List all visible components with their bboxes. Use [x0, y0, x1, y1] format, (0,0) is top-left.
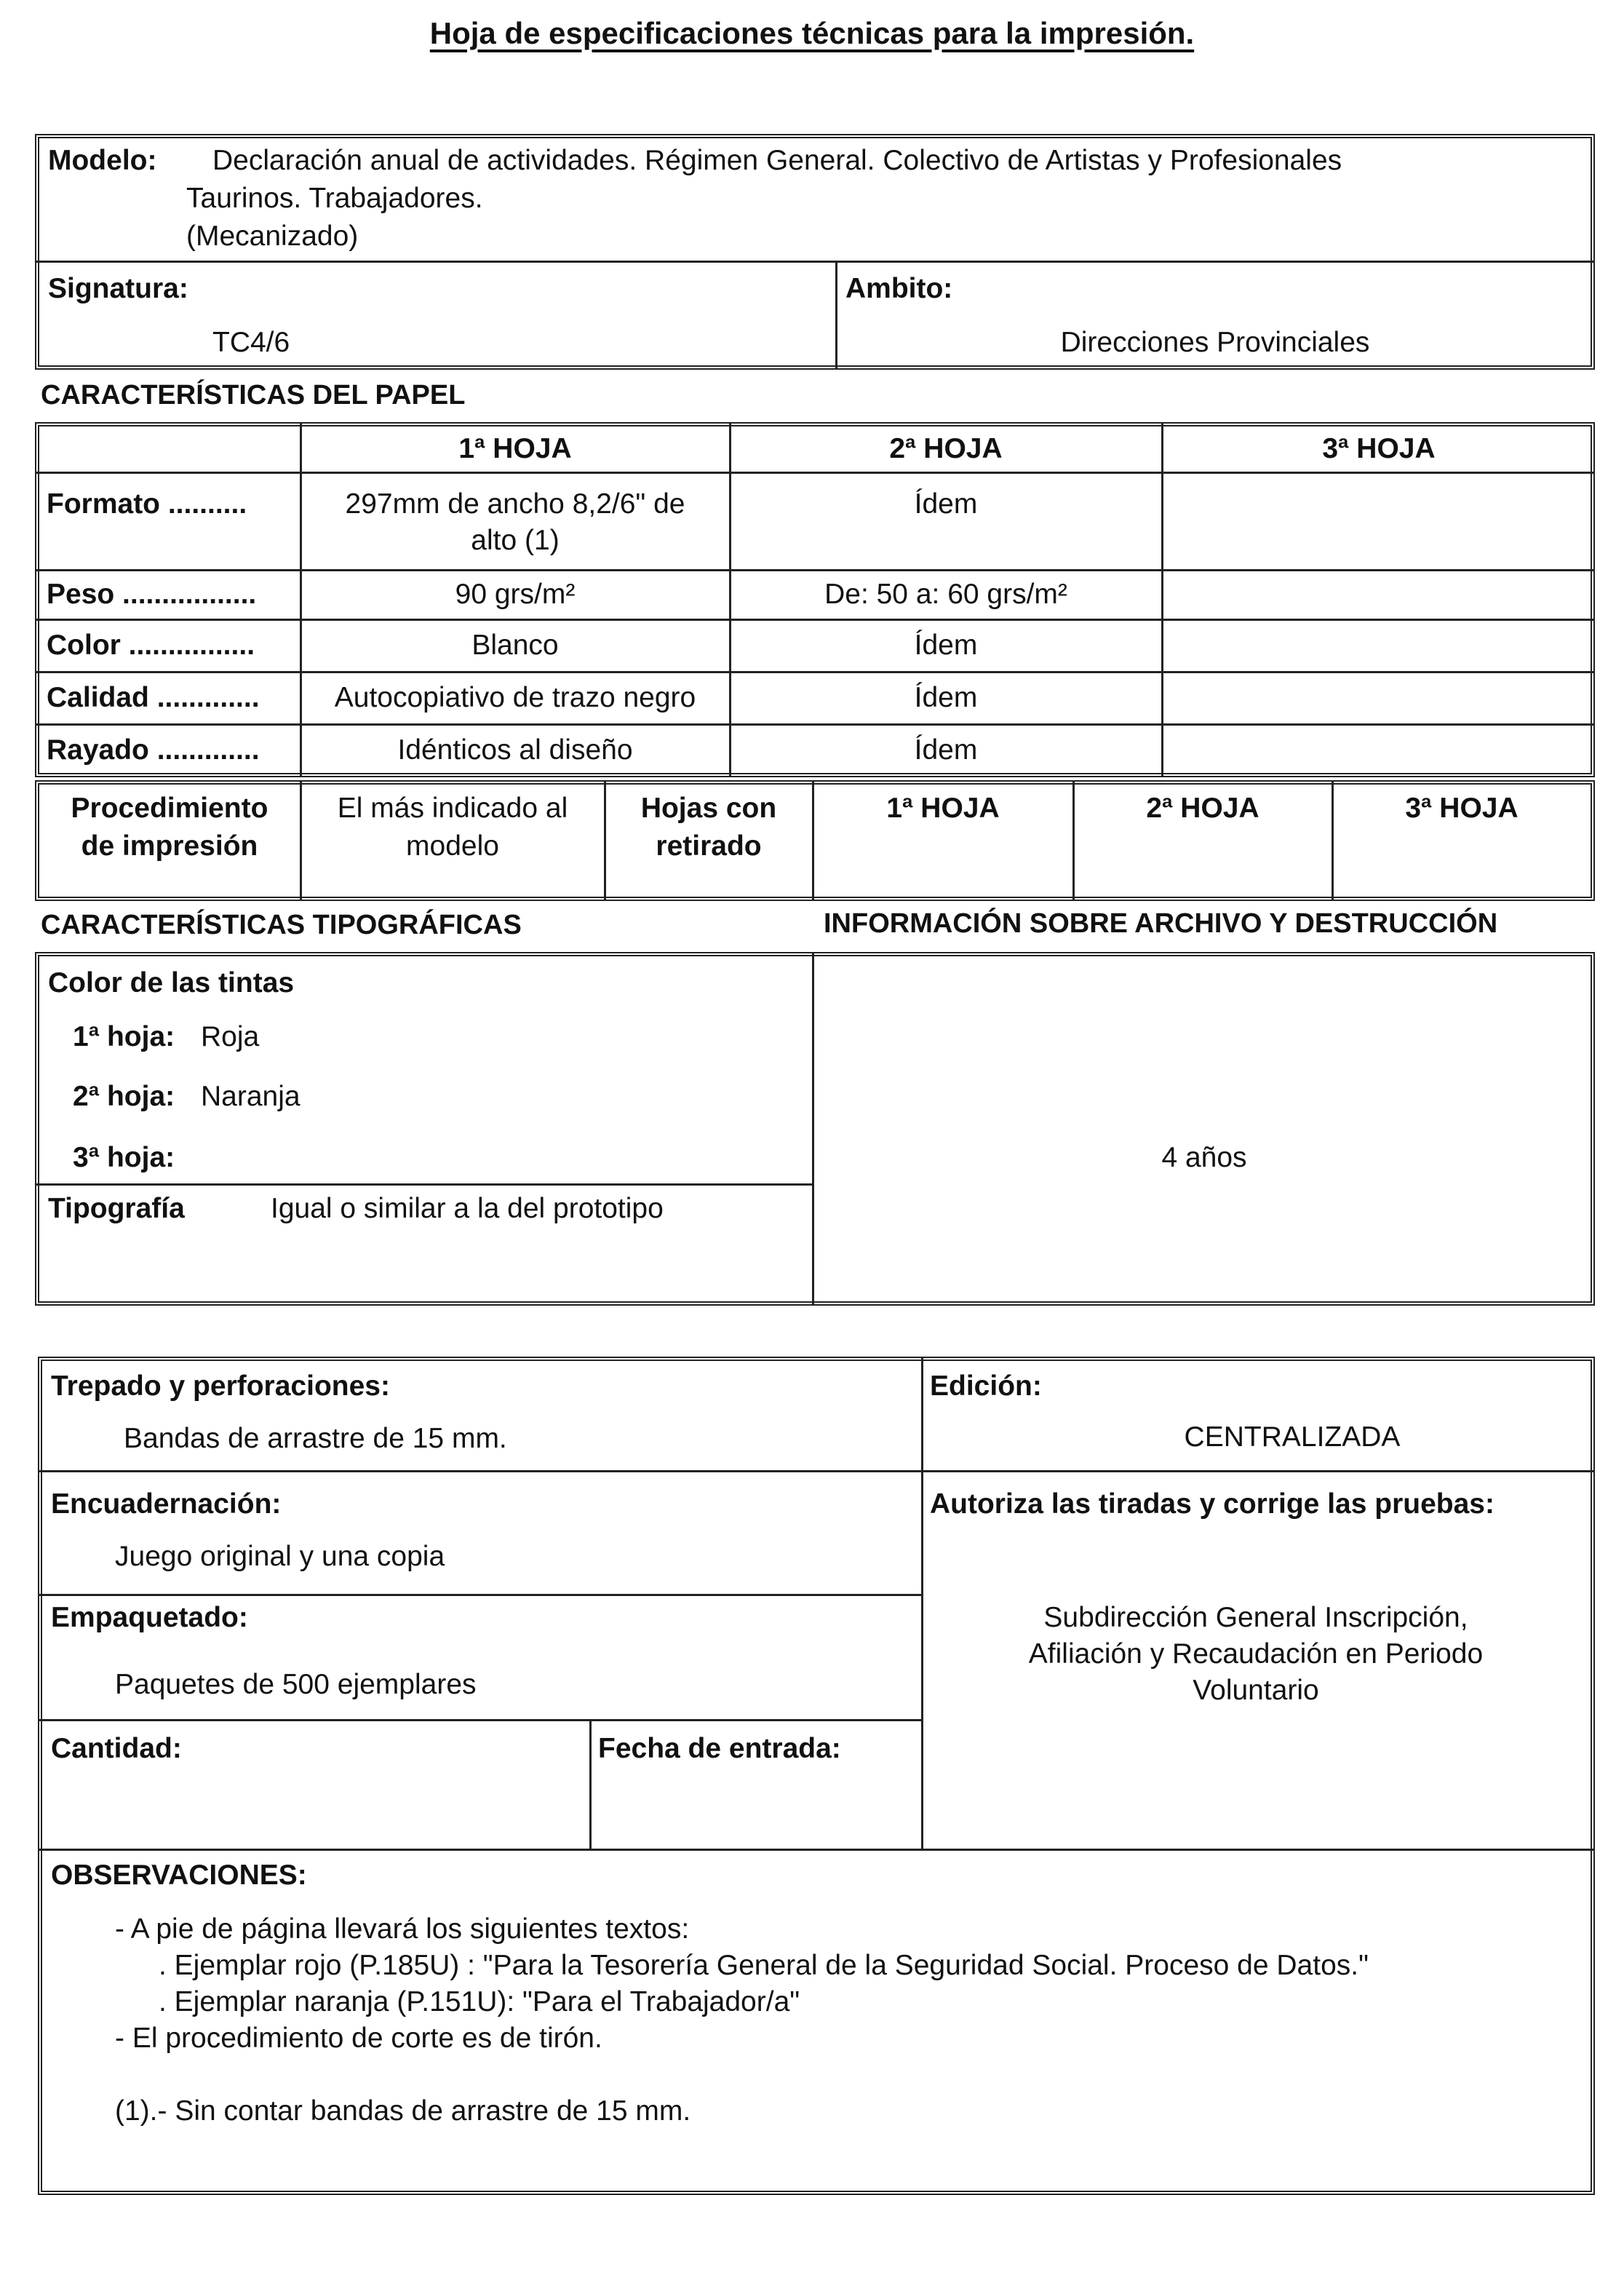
autoriza-line-1: Subdirección General Inscripción,	[1043, 1602, 1468, 1633]
trepado-value: Bandas de arrastre de 15 mm.	[124, 1423, 507, 1454]
ambito-label: Ambito:	[845, 273, 953, 304]
autoriza-line-2: Afiliación y Recaudación en Periodo	[1028, 1638, 1484, 1670]
retirado-col-1: 1ª HOJA	[886, 793, 1000, 824]
edicion-value: CENTRALIZADA	[1184, 1421, 1401, 1453]
tipograficas-heading: CARACTERÍSTICAS TIPOGRÁFICAS	[41, 910, 522, 940]
row-label-color: Color ................	[47, 630, 255, 661]
formato-1-line-a: 297mm de ancho 8,2/6" de	[345, 488, 685, 520]
hoja2-label: 2ª hoja:	[73, 1081, 175, 1112]
papel-col-2: 2ª HOJA	[889, 433, 1003, 464]
peso-1: 90 grs/m²	[455, 579, 576, 610]
papel-heading: CARACTERÍSTICAS DEL PAPEL	[41, 380, 466, 410]
archivo-value: 4 años	[1161, 1142, 1247, 1173]
document-title: Hoja de especificaciones técnicas para la impresión.	[429, 16, 1195, 50]
papel-col-1: 1ª HOJA	[458, 433, 572, 464]
tipograficas-block	[35, 952, 1595, 1306]
row-label-rayado: Rayado .............	[47, 734, 260, 766]
observaciones-line-4: - El procedimiento de corte es de tirón.	[115, 2023, 602, 2054]
fecha-entrada-label: Fecha de entrada:	[598, 1733, 841, 1764]
hoja2-value: Naranja	[201, 1081, 300, 1112]
modelo-line-1: Declaración anual de actividades. Régimen General. Colectivo de Artistas y Profesionales	[212, 145, 1342, 176]
observaciones-line-3: . Ejemplar naranja (P.151U): "Para el Trabajador/a"	[159, 1986, 800, 2017]
observaciones-line-2: . Ejemplar rojo (P.185U) : "Para la Tesorería General de la Seguridad Social. Proceso de Datos."	[159, 1950, 1369, 1981]
archivo-heading: INFORMACIÓN SOBRE ARCHIVO Y DESTRUCCIÓN	[824, 908, 1498, 939]
hojas-retirado-b: retirado	[656, 830, 762, 862]
papel-col-3: 3ª HOJA	[1322, 433, 1436, 464]
tipografia-value: Igual o similar a la del prototipo	[271, 1193, 664, 1224]
modelo-line-2: Taurinos. Trabajadores.	[186, 183, 483, 214]
modelo-line-3: (Mecanizado)	[186, 221, 359, 252]
observaciones-line-5: (1).- Sin contar bandas de arrastre de 15 mm.	[115, 2095, 691, 2127]
signatura-value: TC4/6	[212, 327, 290, 358]
ambito-value: Direcciones Provinciales	[1060, 327, 1370, 358]
procedimiento-label-a: Procedimiento	[71, 793, 268, 824]
procedimiento-value-b: modelo	[406, 830, 499, 862]
retirado-col-3: 3ª HOJA	[1405, 793, 1518, 824]
encuadernacion-label: Encuadernación:	[51, 1488, 282, 1520]
procedimiento-value-a: El más indicado al	[337, 793, 568, 824]
cantidad-label: Cantidad:	[51, 1733, 182, 1764]
rayado-2: Ídem	[914, 734, 978, 766]
trepado-label: Trepado y perforaciones:	[51, 1370, 390, 1402]
hojas-retirado-a: Hojas con	[640, 793, 777, 824]
formato-1-line-b: alto (1)	[471, 525, 560, 556]
row-label-peso: Peso .................	[47, 579, 257, 610]
calidad-2: Ídem	[914, 682, 978, 713]
formato-2: Ídem	[914, 488, 978, 520]
hoja3-label: 3ª hoja:	[73, 1142, 175, 1173]
row-label-formato: Formato ..........	[47, 488, 247, 520]
row-label-calidad: Calidad .............	[47, 682, 260, 713]
tipografia-label: Tipografía	[48, 1193, 185, 1224]
color-1: Blanco	[471, 630, 559, 661]
rayado-1: Idénticos al diseño	[397, 734, 633, 766]
encuadernacion-value: Juego original y una copia	[115, 1541, 445, 1572]
hoja1-label: 1ª hoja:	[73, 1021, 175, 1052]
modelo-label: Modelo:	[48, 145, 157, 176]
autoriza-label: Autoriza las tiradas y corrige las pruebas:	[930, 1488, 1494, 1520]
empaquetado-label: Empaquetado:	[51, 1602, 248, 1633]
lower-block	[38, 1357, 1595, 2195]
hoja1-value: Roja	[201, 1021, 260, 1052]
calidad-1: Autocopiativo de trazo negro	[334, 682, 696, 713]
procedimiento-label-b: de impresión	[81, 830, 258, 862]
retirado-col-2: 2ª HOJA	[1146, 793, 1259, 824]
empaquetado-value: Paquetes de 500 ejemplares	[115, 1669, 477, 1700]
autoriza-line-3: Voluntario	[1193, 1675, 1319, 1706]
observaciones-label: OBSERVACIONES:	[51, 1860, 307, 1891]
color-tintas-label: Color de las tintas	[48, 967, 295, 999]
signatura-label: Signatura:	[48, 273, 188, 304]
edicion-label: Edición:	[930, 1370, 1042, 1402]
observaciones-line-1: - A pie de página llevará los siguientes textos:	[115, 1913, 690, 1945]
color-2: Ídem	[914, 630, 978, 661]
peso-2: De: 50 a: 60 grs/m²	[824, 579, 1067, 610]
